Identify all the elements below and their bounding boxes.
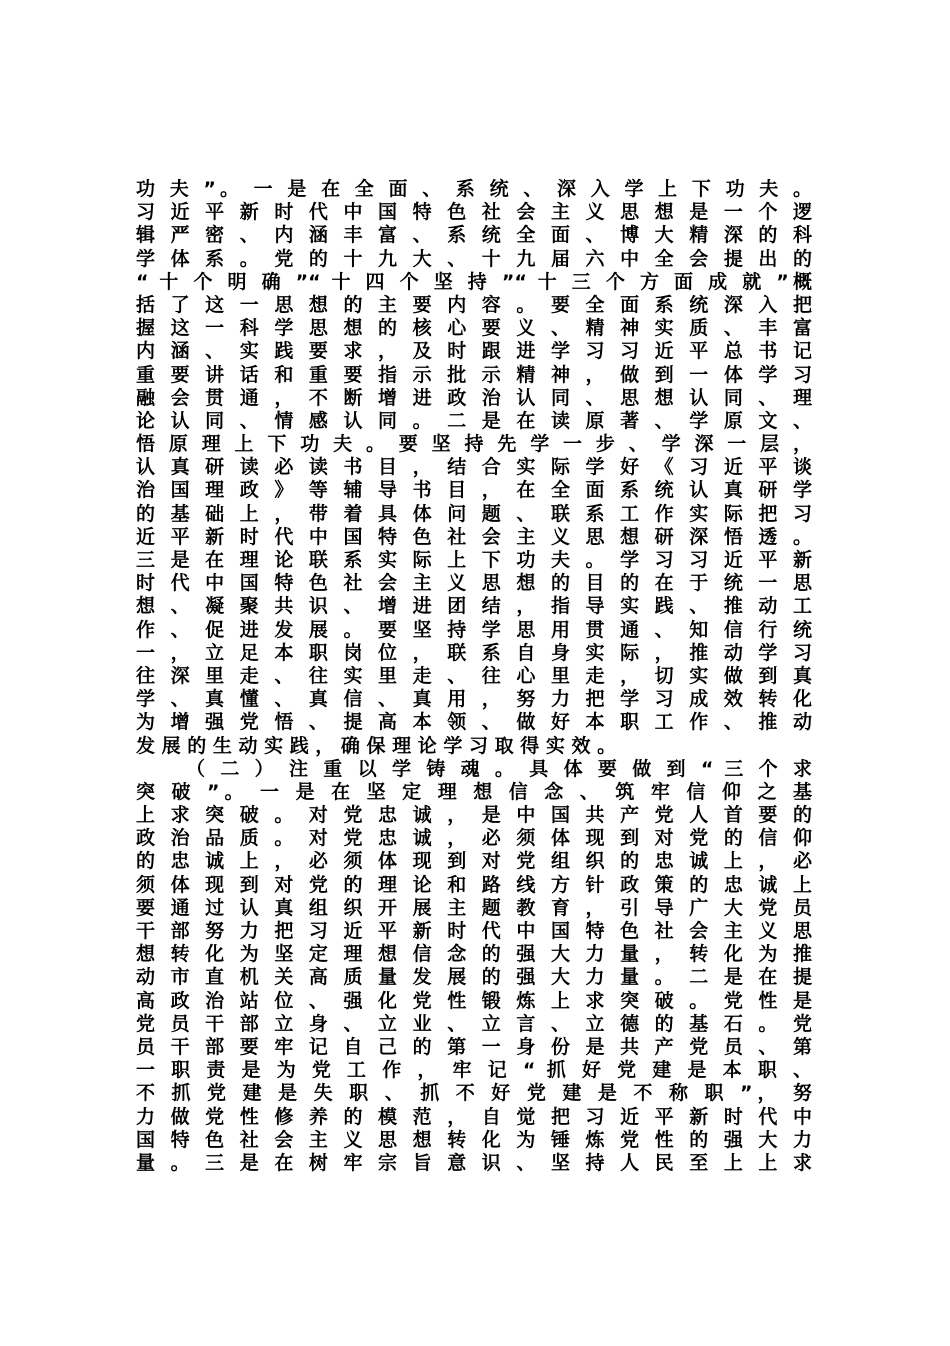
- text-line: 辑 严 密 、 内 涵 丰 富 、 系 统 全 面 、 博 大 精 深 的 科: [136, 224, 812, 247]
- text-line: 想 、 凝 聚 共 识 、 增 进 团 结 ， 指 导 实 践 、 推 动 工: [136, 595, 812, 618]
- text-line: 上 求 突 破 。 对 党 忠 诚 ， 是 中 国 共 产 党 人 首 要 的: [136, 804, 812, 827]
- text-line: 学 体 系 。 党 的 十 九 大 、 十 九 届 六 中 全 会 提 出 的: [136, 247, 812, 270]
- text-line: 功 夫 ”。 一 是 在 全 面 、 系 统 、 深 入 学 上 下 功 夫 。: [136, 178, 812, 200]
- text-line: 作 、 促 进 发 展 。 要 坚 持 学 思 用 贯 通 、 知 信 行 统: [136, 618, 812, 641]
- text-line: 力 做 党 性 修 养 的 模 范 ， 自 觉 把 习 近 平 新 时 代 中: [136, 1105, 812, 1128]
- text-line: 的 忠 诚 上 ， 必 须 体 现 到 对 党 组 织 的 忠 诚 上 ， 必: [136, 850, 812, 873]
- text-line: 不 抓 党 建 是 失 职 、 抓 不 好 党 建 是 不 称 职 ”， 努: [136, 1082, 812, 1105]
- text-line: 党 员 干 部 立 身 、 立 业 、 立 言 、 立 德 的 基 石 。 党: [136, 1012, 812, 1035]
- text-line: 悟 原 理 上 下 功 夫 。 要 坚 持 先 学 一 步 、 学 深 一 层 ，: [136, 433, 812, 456]
- section-heading-line: （ 二 ） 注 重 以 学 铸 魂 。 具 体 要 做 到 “ 三 个 求: [186, 757, 812, 780]
- text-line: 认 真 研 读 必 读 书 目 ， 结 合 实 际 学 好 《 习 近 平 谈: [136, 456, 812, 479]
- text-line: “ 十 个 明 确 ”“ 十 四 个 坚 持 ”“ 十 三 个 方 面 成 就 ”概: [136, 270, 812, 293]
- text-line: 员 干 部 要 牢 记 自 己 的 第 一 身 份 是 共 产 党 员 、 第: [136, 1035, 812, 1058]
- text-line: 动 市 直 机 关 高 质 量 发 展 的 强 大 力 量 。 二 是 在 提: [136, 966, 812, 989]
- text-line: 重 要 讲 话 和 重 要 指 示 批 示 精 神 ， 做 到 一 体 学 习: [136, 363, 812, 386]
- text-line: 融 会 贯 通 ， 不 断 增 进 政 治 认 同 、 思 想 认 同 、 理: [136, 386, 812, 409]
- text-line: 要 通 过 认 真 组 织 开 展 主 题 教 育 ， 引 导 广 大 党 员: [136, 896, 812, 919]
- body-text: [136, 178, 812, 1175]
- text-line: 发 展 的 生 动 实 践 ， 确 保 理 论 学 习 取 得 实 效 。: [136, 734, 617, 757]
- text-line: 时 代 中 国 特 色 社 会 主 义 思 想 的 目 的 在 于 统 一 思: [136, 572, 812, 595]
- text-line: 近 平 新 时 代 中 国 特 色 社 会 主 义 思 想 研 深 悟 透 。: [136, 525, 812, 548]
- text-line: 一 ， 立 足 本 职 岗 位 ， 联 系 自 身 实 际 ， 推 动 学 习: [136, 641, 812, 664]
- text-line: 为 增 强 党 悟 、 提 高 本 领 、 做 好 本 职 工 作 、 推 动: [136, 711, 812, 734]
- text-line: 想 转 化 为 坚 定 理 想 信 念 的 强 大 力 量 ， 转 化 为 推: [136, 943, 812, 966]
- text-line: 政 治 品 质 。 对 党 忠 诚 ， 必 须 体 现 到 对 党 的 信 仰: [136, 827, 812, 850]
- text-line: 高 政 治 站 位 、 强 化 党 性 锻 炼 上 求 突 破 。 党 性 是: [136, 989, 812, 1012]
- text-line: 三 是 在 理 论 联 系 实 际 上 下 功 夫 。 学 习 习 近 平 新: [136, 549, 812, 571]
- text-line: 往 深 里 走 、 往 实 里 走 、 往 心 里 走 ， 切 实 做 到 真: [136, 664, 812, 687]
- text-line: 括 了 这 一 思 想 的 主 要 内 容 。 要 全 面 系 统 深 入 把: [136, 293, 812, 316]
- text-line: 突 破 ”。 一 是 在 坚 定 理 想 信 念 、 筑 牢 信 仰 之 基: [136, 780, 812, 803]
- text-line: 干 部 努 力 把 习 近 平 新 时 代 中 国 特 色 社 会 主 义 思: [136, 920, 812, 942]
- text-line: 内 涵 、 实 践 要 求 ， 及 时 跟 进 学 习 习 近 平 总 书 记: [136, 340, 812, 363]
- text-line: 一 职 责 是 为 党 工 作 ， 牢 记 “ 抓 好 党 建 是 本 职 、: [136, 1059, 812, 1082]
- text-line: 握 这 一 科 学 思 想 的 核 心 要 义 、 精 神 实 质 、 丰 富: [136, 317, 812, 340]
- text-line: 学 、 真 懂 、 真 信 、 真 用 ， 努 力 把 学 习 成 效 转 化: [136, 688, 812, 711]
- text-line: 治 国 理 政 》 等 辅 导 书 目 ， 在 全 面 系 统 认 真 研 学: [136, 479, 812, 502]
- text-line: 国 特 色 社 会 主 义 思 想 转 化 为 锤 炼 党 性 的 强 大 力: [136, 1128, 812, 1151]
- text-line: 习 近 平 新 时 代 中 国 特 色 社 会 主 义 思 想 是 一 个 逻: [136, 201, 812, 224]
- text-line: 须 体 现 到 对 党 的 理 论 和 路 线 方 针 政 策 的 忠 诚 上: [136, 873, 812, 896]
- text-line: 的 基 础 上 ， 带 着 具 体 问 题 、 联 系 工 作 实 际 把 习: [136, 502, 812, 525]
- text-line: 量 。 三 是 在 树 牢 宗 旨 意 识 、 坚 持 人 民 至 上 上 求: [136, 1151, 812, 1174]
- text-line: 论 认 同 、 情 感 认 同 。 二 是 在 读 原 著 、 学 原 文 、: [136, 409, 812, 432]
